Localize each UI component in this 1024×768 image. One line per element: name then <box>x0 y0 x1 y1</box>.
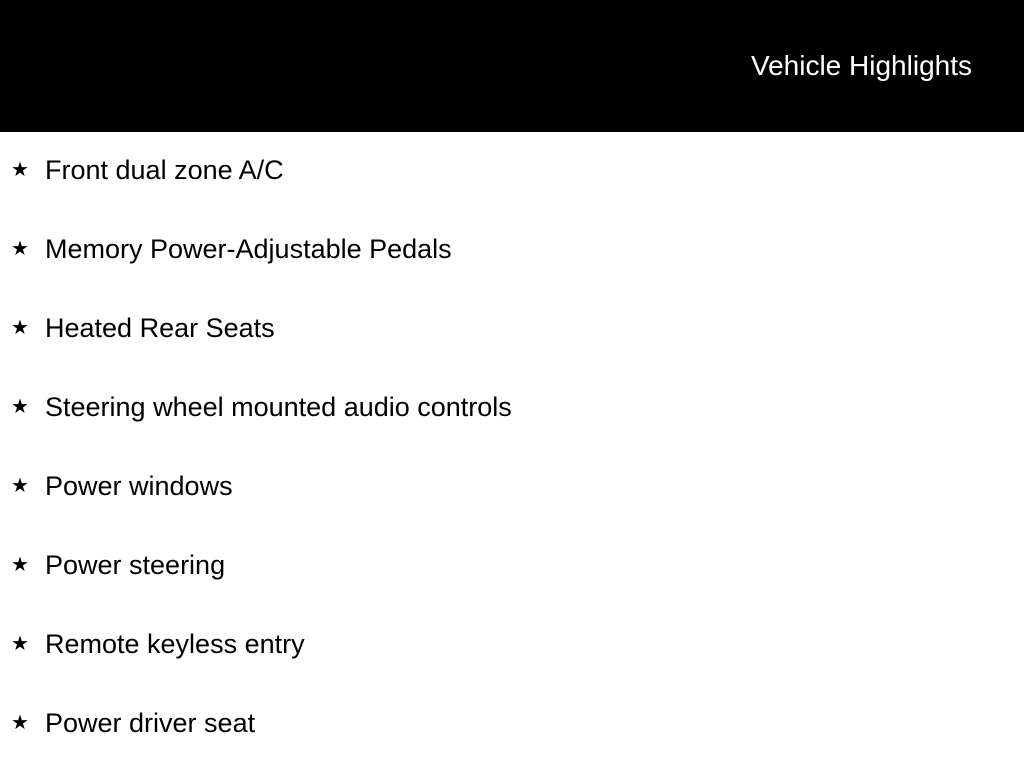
highlight-label: Remote keyless entry <box>45 629 305 659</box>
star-icon: ★ <box>11 238 29 260</box>
highlight-label: Power steering <box>45 550 226 580</box>
highlight-label: Power driver seat <box>45 708 256 738</box>
star-icon: ★ <box>11 317 29 339</box>
list-item <box>0 606 1024 685</box>
highlight-label: Front dual zone A/C <box>45 155 284 185</box>
star-icon: ★ <box>11 475 29 497</box>
highlight-label: Power windows <box>45 471 233 501</box>
list-item <box>0 211 1024 290</box>
page-title: Vehicle Highlights <box>750 50 972 81</box>
header-bar <box>0 0 1024 132</box>
highlight-label: Memory Power-Adjustable Pedals <box>45 234 452 264</box>
list-item <box>0 132 1024 211</box>
star-icon: ★ <box>11 159 29 181</box>
star-icon: ★ <box>11 554 29 576</box>
highlight-label: Steering wheel mounted audio controls <box>45 392 512 422</box>
highlight-label: Heated Rear Seats <box>45 313 275 343</box>
star-icon: ★ <box>11 633 29 655</box>
list-item <box>0 527 1024 606</box>
list-item <box>0 369 1024 448</box>
star-icon: ★ <box>11 712 29 734</box>
highlights-list <box>0 132 1024 764</box>
list-item <box>0 685 1024 764</box>
star-icon: ★ <box>11 396 29 418</box>
list-item <box>0 290 1024 369</box>
list-item <box>0 448 1024 527</box>
